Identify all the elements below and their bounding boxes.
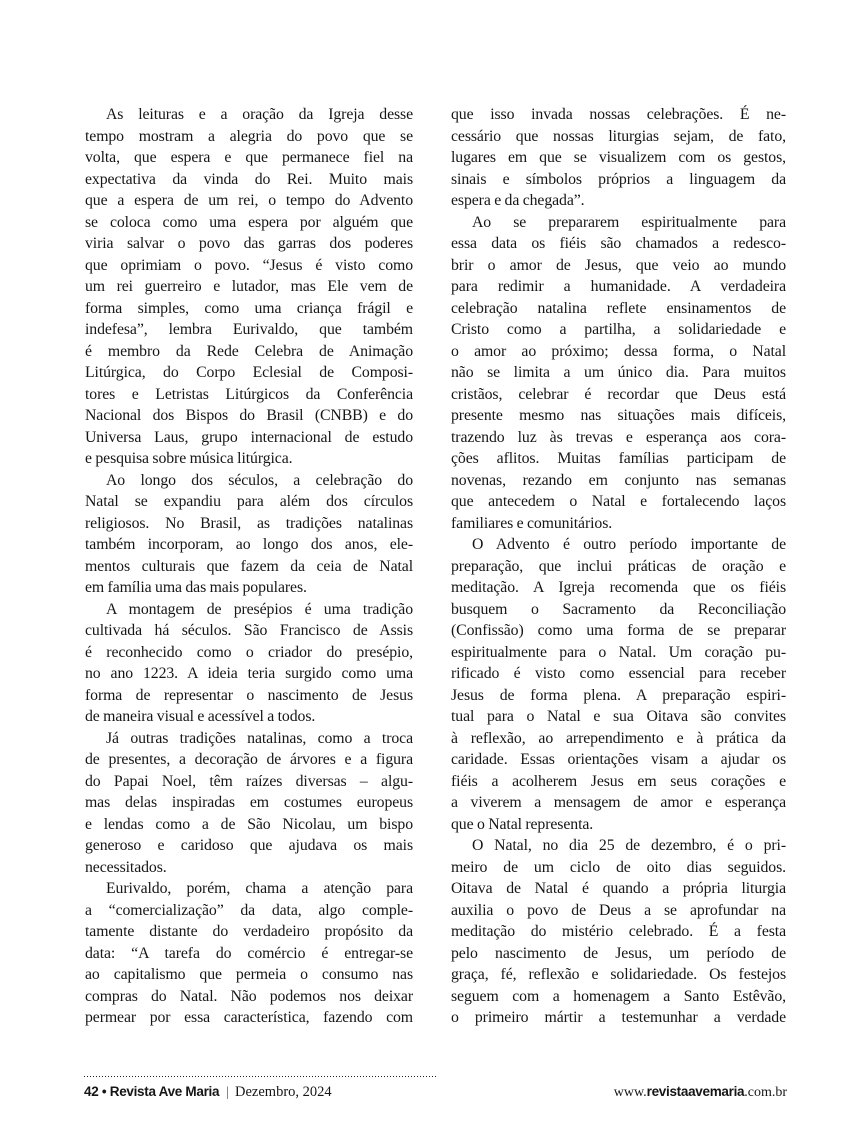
text-line: forma de representar o nascimento de Jesus — [85, 686, 413, 704]
text-line: pelo nascimento de Jesus, um período de — [451, 944, 786, 962]
text-line: religiosos. No Brasil, as tradições natalinas — [85, 514, 413, 532]
text-line: viria salvar o povo das garras dos poderes — [85, 235, 413, 252]
text-line: fiéis a acolherem Jesus em seus corações e — [451, 772, 786, 790]
text-line: tamente distante do verdadeiro propósito da — [85, 923, 413, 940]
text-line: a viverem a mensagem de amor e esperança — [451, 794, 786, 811]
text-line: do Papai Noel, têm raízes diversas – algu- — [85, 772, 413, 790]
text-line: cessário que nossas liturgias sejam, de fato, — [451, 127, 786, 145]
footer-right — [451, 1084, 787, 1101]
text-line: espiritualmente para o Natal. Um coração pu- — [451, 643, 786, 661]
text-line: Natal se expandiu para além dos círculos — [85, 493, 413, 510]
text-line: Eurivaldo, porém, chama a atenção para — [106, 880, 413, 897]
footer-url-brand: revistaavemaria — [646, 1084, 745, 1099]
footer-url-prefix: www. — [613, 1085, 647, 1100]
text-line: trazendo luz às trevas e esperança aos cora- — [451, 428, 786, 446]
footer-left — [84, 1084, 332, 1101]
footer-date: Dezembro, 2024 — [235, 1084, 332, 1100]
text-line: expectativa da vinda do Rei. Muito mais — [85, 170, 413, 188]
text-line: necessitados. — [85, 858, 167, 876]
text-line: à reflexão, ao arrependimento e à prática da — [451, 729, 786, 747]
text-line: essa data os fiéis são chamados a redesco- — [451, 235, 786, 252]
text-line: Litúrgica, do Corpo Eclesial de Composi- — [85, 364, 413, 381]
text-line: que o Natal representa. — [451, 815, 594, 833]
text-line: data: “A tarefa do comércio é entregar-se — [85, 944, 413, 962]
text-line: Ao se prepararem espiritualmente para — [472, 213, 786, 231]
text-line: O Advento é outro período importante de — [472, 536, 786, 553]
text-line: Cristo como a partilha, a solidariedade e — [451, 321, 786, 338]
text-line: sinais e símbolos próprios a linguagem da — [451, 170, 786, 188]
text-line: é membro da Rede Celebra de Animação — [85, 342, 413, 360]
text-line: A montagem de presépios é uma tradição — [106, 600, 413, 618]
text-line: no ano 1223. A ideia teria surgido como uma — [85, 665, 413, 682]
text-line: novenas, rezando em conjunto nas semanas — [451, 471, 786, 489]
text-line: Universa Laus, grupo internacional de estudo — [85, 428, 413, 446]
text-line: o amor ao próximo; dessa forma, o Natal — [451, 342, 786, 360]
footer-dotted-rule — [84, 1076, 438, 1078]
text-line: cultivada há séculos. São Francisco de Assis — [85, 622, 413, 639]
text-line: Nacional dos Bispos do Brasil (CNBB) e do — [85, 407, 413, 424]
text-line: seguem com a homenagem a Santo Estêvão, — [451, 987, 786, 1005]
text-line: de presentes, a decoração de árvores e a figura — [85, 751, 413, 768]
text-line: e lendas como a de São Nicolau, um bispo — [85, 815, 413, 833]
text-line: brir o amor de Jesus, que veio ao mundo — [451, 256, 786, 274]
text-line: forma simples, como uma criança frágil e — [85, 299, 413, 317]
text-line: o primeiro mártir a testemunhar a verdade — [451, 1009, 786, 1026]
text-line: presente mesmo nas situações mais difíceis, — [451, 407, 786, 424]
text-line: ao capitalismo que permeia o consumo nas — [85, 966, 413, 983]
text-line: meditação do mistério celebrado. É a festa — [451, 923, 786, 940]
text-line: também incorporam, ao longo dos anos, ele- — [85, 536, 413, 553]
text-line: volta, que espera e que permanece fiel na — [85, 149, 413, 166]
text-line: As leituras e a oração da Igreja desse — [106, 106, 413, 123]
text-line: não se limita a um único dia. Para muitos — [451, 364, 786, 381]
text-line: Ao longo dos séculos, a celebração do — [106, 471, 413, 489]
text-line: Oitava de Natal é quando a própria liturgia — [451, 880, 786, 897]
text-line: tempo mostram a alegria do povo que se — [85, 127, 413, 145]
footer-separator: | — [226, 1085, 230, 1100]
text-line: ções aflitos. Muitas famílias participam de — [451, 450, 786, 467]
text-line: mentos culturais que fazem da ceia de Natal — [85, 557, 413, 575]
text-line: a “comercialização” da data, algo comple- — [85, 901, 413, 919]
text-line: e pesquisa sobre música litúrgica. — [85, 450, 293, 467]
text-line: permear por essa característica, fazendo com — [85, 1009, 413, 1026]
footer-page-and-magazine: 42 • Revista Ave Maria — [84, 1084, 220, 1099]
text-line: mas delas inspiradas em costumes europeus — [85, 794, 413, 811]
text-line: generoso e caridoso que ajudava os mais — [85, 837, 413, 854]
text-line: lugares em que se visualizem com os gestos, — [451, 149, 786, 166]
text-line: para redimir a humanidade. A verdadeira — [451, 278, 786, 295]
footer-url-suffix: .com.br — [744, 1085, 787, 1100]
text-line: um rei guerreiro e lutador, mas Ele vem de — [85, 278, 413, 295]
text-line: em família uma das mais populares. — [85, 579, 307, 596]
text-line: que antecedem o Natal e fortalecendo laços — [451, 493, 786, 510]
text-line: rificado é visto como essencial para receber — [451, 665, 786, 682]
text-line: caridade. Essas orientações visam a ajudar os — [451, 751, 786, 768]
text-line: graça, fé, reflexão e solidariedade. Os festejos — [451, 966, 786, 983]
text-line: meiro de um ciclo de oito dias seguidos. — [451, 858, 786, 876]
text-line: celebração natalina reflete ensinamentos de — [451, 299, 786, 317]
text-line: Já outras tradições natalinas, como a troca — [106, 729, 413, 747]
text-line: que oprimiam o povo. “Jesus é visto como — [85, 256, 413, 274]
text-line: meditação. A Igreja recomenda que os fiéis — [451, 579, 786, 596]
text-line: (Confissão) como uma forma de se preparar — [451, 622, 786, 639]
text-line: tual para o Natal e sua Oitava são convites — [451, 708, 786, 725]
text-line: que isso invada nossas celebrações. É ne- — [451, 106, 786, 123]
text-line: familiares e comunitários. — [451, 514, 613, 532]
text-line: preparação, que inclui práticas de oração e — [451, 557, 786, 575]
text-line: tores e Letristas Litúrgicos da Conferência — [85, 385, 413, 403]
text-line: cristãos, celebrar é recordar que Deus está — [451, 385, 786, 403]
text-line: espera e da chegada”. — [451, 192, 585, 209]
text-line: que a espera de um rei, o tempo do Advento — [85, 192, 413, 209]
text-line: de maneira visual e acessível a todos. — [85, 708, 316, 725]
text-line: busquem o Sacramento da Reconciliação — [451, 600, 786, 618]
text-line: indefesa”, lembra Eurivaldo, que também — [85, 321, 413, 338]
text-line: é reconhecido como o criador do presépio, — [85, 643, 413, 661]
text-line: Jesus de forma plena. A preparação espiri- — [451, 686, 786, 704]
text-line: compras do Natal. Não podemos nos deixar — [85, 987, 413, 1005]
text-line: O Natal, no dia 25 de dezembro, é o pri- — [472, 837, 786, 854]
text-column-right — [451, 104, 786, 1029]
text-line: auxilia o povo de Deus a se aprofundar na — [451, 901, 786, 919]
text-line: se coloca como uma espera por alguém que — [85, 213, 413, 231]
text-column-left — [85, 104, 413, 1029]
